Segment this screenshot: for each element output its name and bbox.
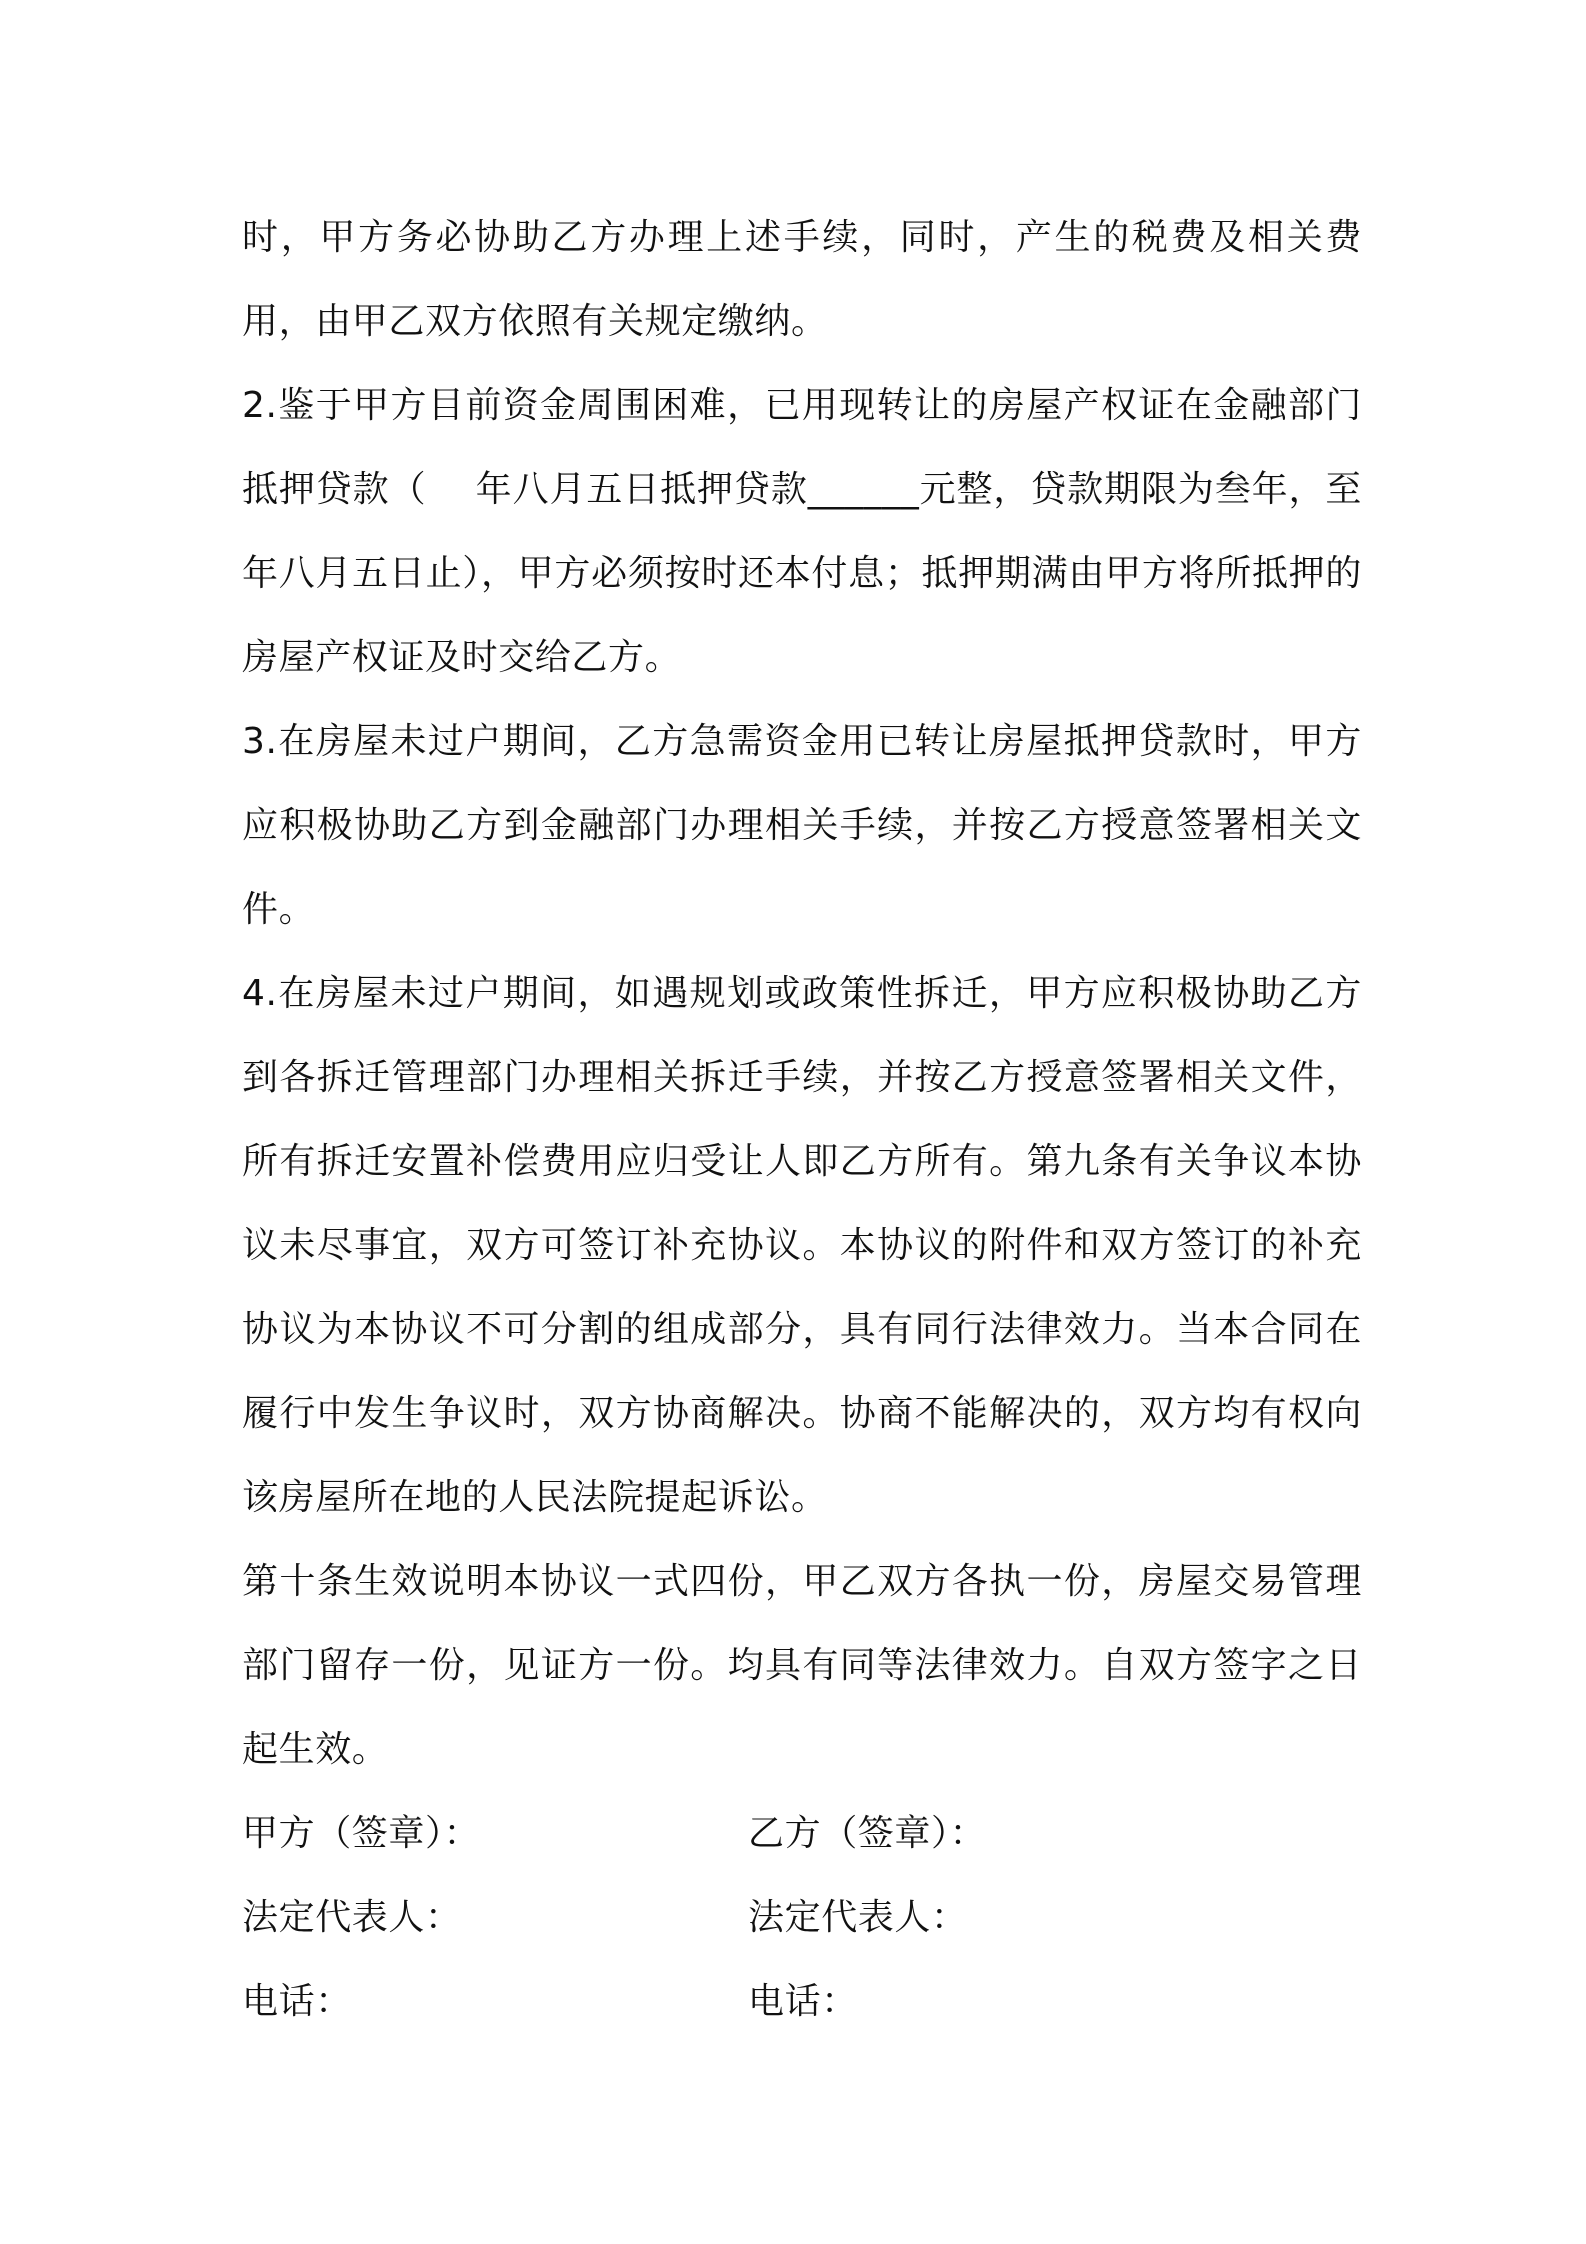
paragraph-clause-3: 3.在房屋未过户期间，乙方急需资金用已转让房屋抵押贷款时，甲方应积极协助乙方到金融部门办理相关手续，并按乙方授意签署相关文件。 (242, 721, 1362, 930)
signature-row-seal (242, 1792, 1362, 1876)
party-a-representative-label: 法定代表人： (242, 1897, 462, 1938)
party-a-phone-label: 电话： (242, 1981, 352, 2022)
paragraph-article-10: 第十条生效说明本协议一式四份，甲乙双方各执一份，房屋交易管理部门留存一份，见证方一份。均具有同等法律效力。自双方签字之日起生效。 (242, 1561, 1362, 1770)
party-b-phone-label: 电话： (748, 1981, 858, 2022)
party-b-seal-label: 乙方（签章）： (748, 1813, 987, 1854)
paragraph-clause-4: 4.在房屋未过户期间，如遇规划或政策性拆迁，甲方应积极协助乙方到各拆迁管理部门办理相关拆迁手续，并按乙方授意签署相关文件，所有拆迁安置补偿费用应归受让人即乙方所有。第九条有关争议本协议未尽事宜，双方可签订补充协议。本协议的附件和双方签订的补充协议为本协议不可分割的组成部分，具有同行法律效力。当本合同在履行中发生争议时，双方协商解决。协商不能解决的，双方均有权向该房屋所在地的人民法院提起诉讼。 (242, 973, 1362, 1518)
party-b-representative-label: 法定代表人： (748, 1897, 968, 1938)
signature-row-phone (242, 1960, 1362, 2044)
paragraph-clause-2: 2.鉴于甲方目前资金周围困难，已用现转让的房屋产权证在金融部门抵押贷款（ 年八月五日抵押贷款______元整，贷款期限为叁年，至 年八月五日止），甲方必须按时还本付息；抵押期满由甲方将所抵押的房屋产权证及时交给乙方。 (242, 385, 1411, 678)
party-a-seal-label: 甲方（签章）： (242, 1813, 481, 1854)
document-body (242, 196, 1411, 2044)
paragraph-continuation: 时，甲方务必协助乙方办理上述手续，同时，产生的税费及相关费用，由甲乙双方依照有关规定缴纳。 (242, 217, 1362, 342)
signature-row-representative (242, 1876, 1362, 1960)
signature-block (242, 1792, 1362, 2044)
